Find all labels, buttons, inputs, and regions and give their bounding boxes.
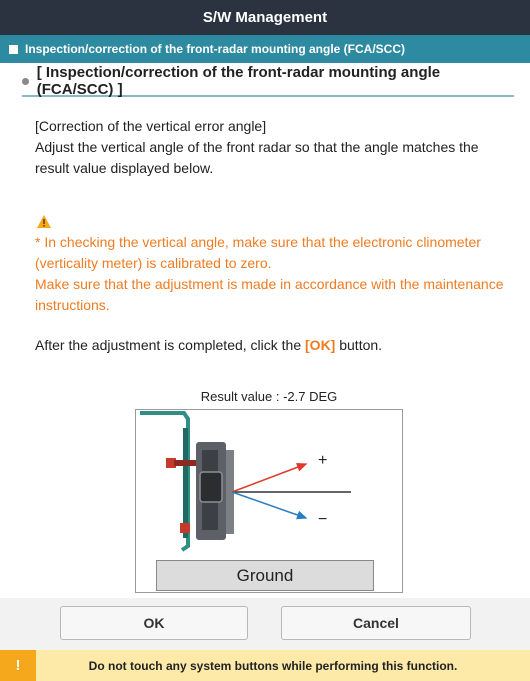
after-ok-highlight: [OK] [305, 337, 336, 353]
after-adjustment-text [35, 335, 382, 356]
exclamation-icon: ! [0, 650, 36, 681]
section-heading [22, 64, 514, 98]
instruction-line-2: Adjust the vertical angle of the front radar so that the angle matches the result value displayed below. [35, 139, 479, 176]
section-title: [ Inspection/correction of the front-radar mounting angle (FCA/SCC) ] [36, 64, 441, 98]
minus-label: − [318, 511, 328, 528]
subheader-bar [0, 35, 530, 63]
square-bullet-icon [9, 45, 18, 54]
instructions [35, 116, 515, 179]
radar-angle-figure [135, 409, 403, 593]
cancel-button-label: Cancel [353, 615, 399, 631]
warning-line-2: Make sure that the adjustment is made in accordance with the maintenance instructions. [35, 276, 504, 313]
warning-triangle-icon [36, 214, 52, 229]
notice-bar [0, 650, 530, 681]
after-prefix: After the adjustment is completed, click the [35, 337, 306, 353]
window-title-text: S/W Management [202, 9, 328, 26]
after-suffix: button. [335, 337, 383, 353]
plus-label: + [318, 452, 328, 469]
warning-text [35, 232, 515, 316]
ground-text: Ground [236, 565, 294, 585]
ok-button-label: OK [143, 615, 165, 631]
ok-button[interactable] [60, 606, 248, 640]
window-title [0, 0, 530, 35]
ground-label [156, 560, 374, 591]
warning-line-1: * In checking the vertical angle, make sure that the electronic clinometer (verticality meter) is calibrated to zero. [35, 234, 481, 271]
instruction-line-1: [Correction of the vertical error angle] [35, 118, 267, 134]
result-value: Result value : -2.7 DEG [200, 389, 338, 404]
bullet-dot-icon [22, 78, 29, 85]
button-bar [0, 598, 530, 650]
subheader-label: Inspection/correction of the front-radar mounting angle (FCA/SCC) [25, 42, 406, 56]
notice-text: Do not touch any system buttons while performing this function. [88, 658, 458, 673]
cancel-button[interactable] [281, 606, 471, 640]
